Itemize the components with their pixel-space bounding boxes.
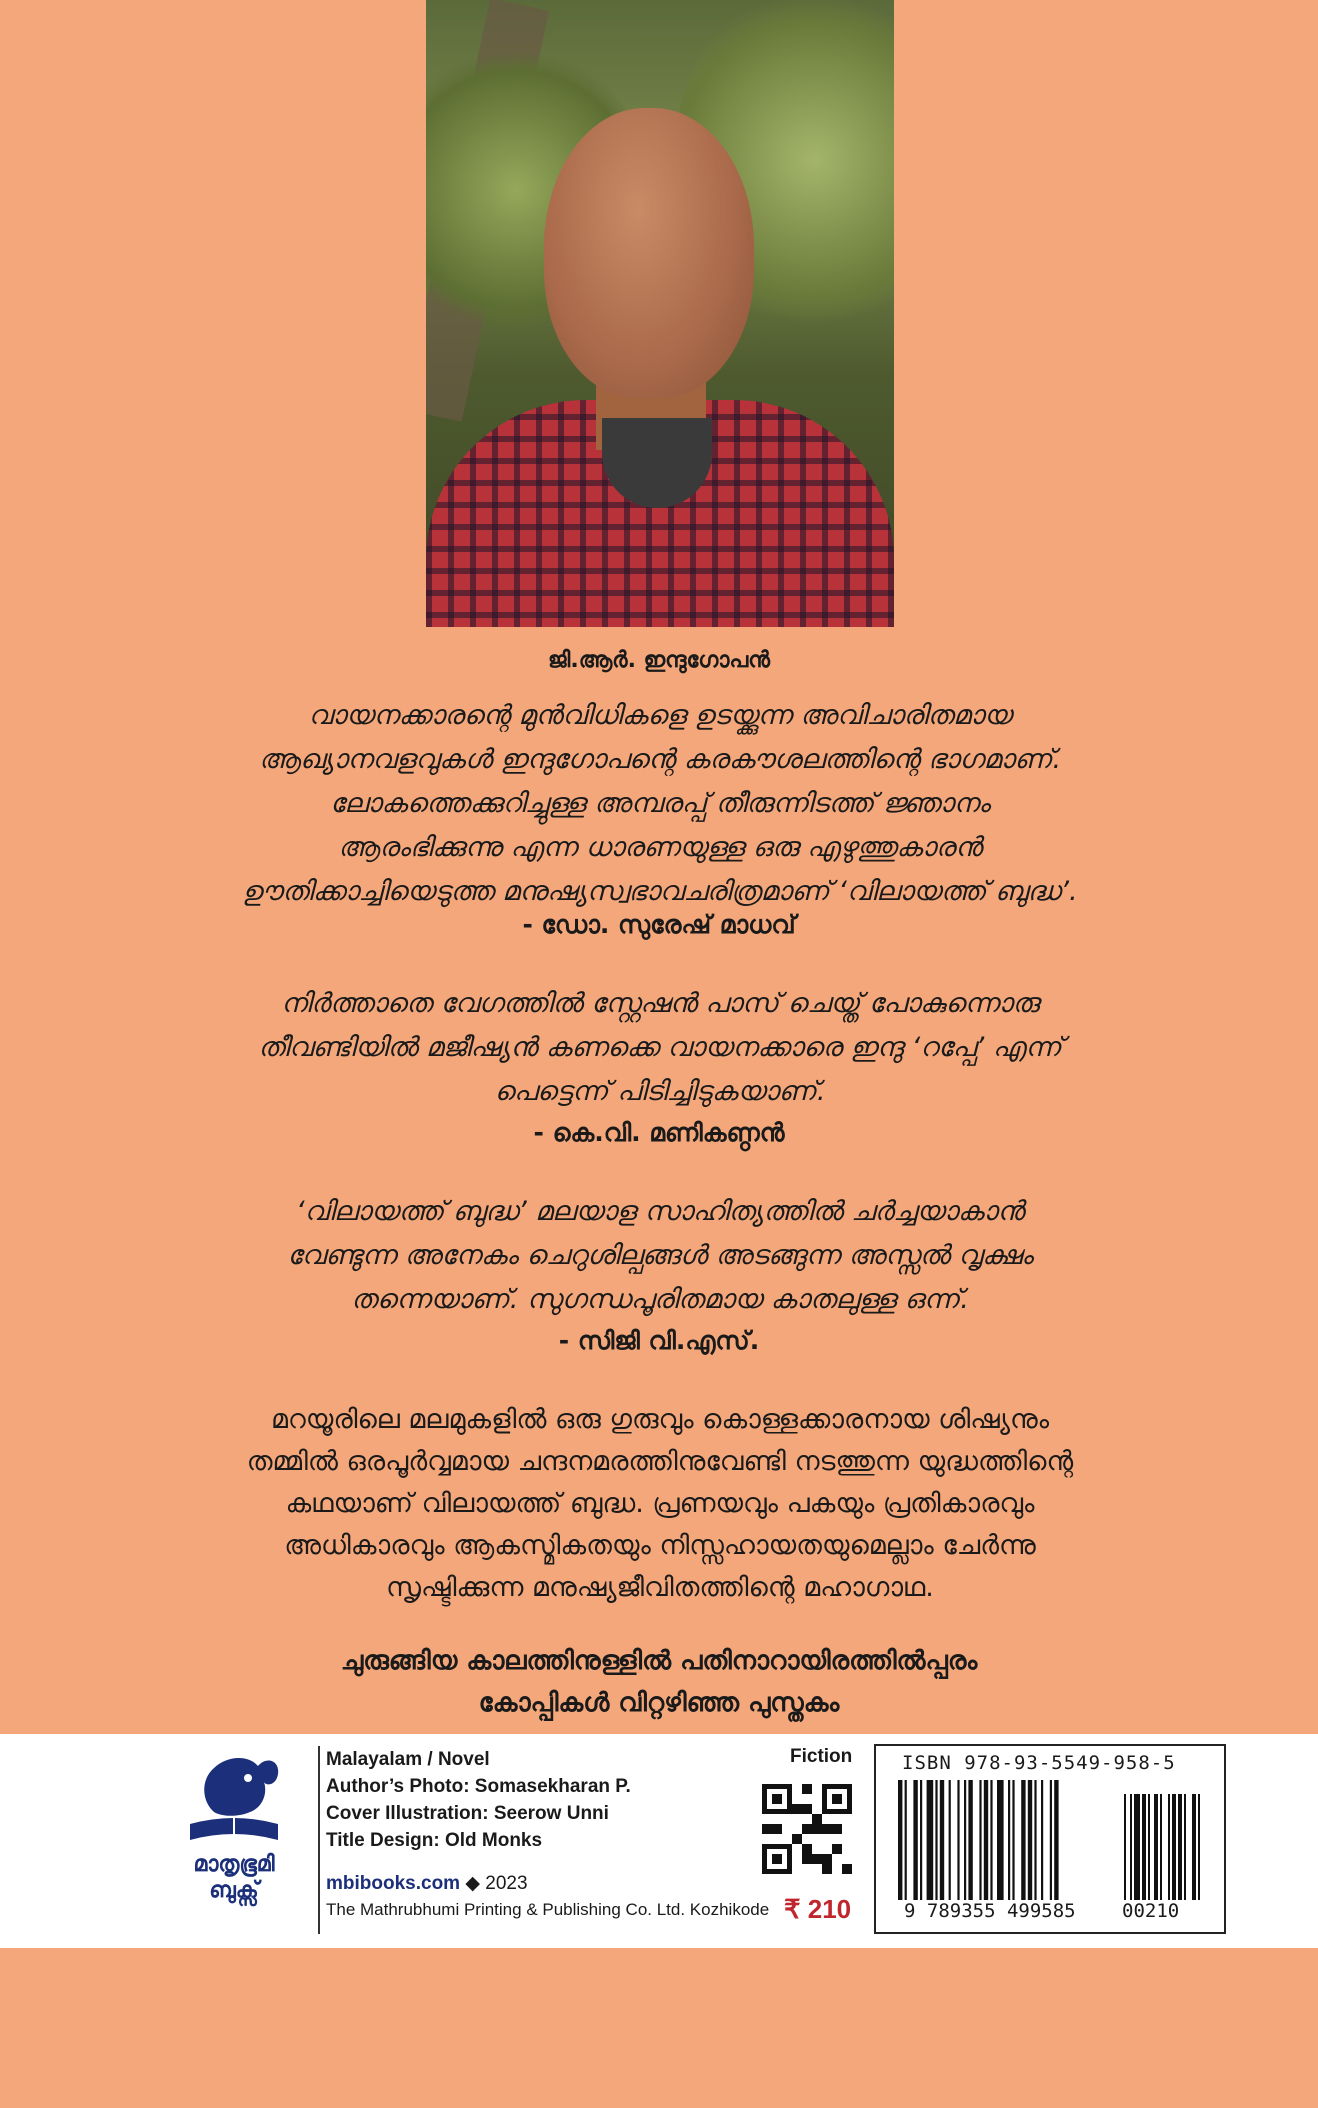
barcode-number: 9 789355 499585 (904, 1900, 1076, 1922)
highlight-line: ചുരുങ്ങിയ കാലത്തിനുള്ളിൽ പതിനാറായിരത്തിൽപ്പരം (340, 1646, 978, 1676)
quote-line: ‘വിലായത്ത് ബുദ്ധ’ മലയാള സാഹിത്യത്തിൽ ചർച്ചയാകാൻ (295, 1196, 1025, 1227)
quote-line: പെട്ടെന്ന് പിടിച്ചിടുകയാണ്. (494, 1076, 826, 1107)
sales-highlight (0, 1640, 1318, 1724)
credits (326, 1746, 631, 1854)
publication-year: ◆ 2023 (465, 1873, 528, 1894)
quote-line: ലോകത്തെക്കുറിച്ചുള്ള അമ്പരപ്പ് തീരുന്നിടത്ത് ജ്ഞാനം (330, 788, 990, 819)
quote-line: ആഖ്യാനവളവുകൾ ഇന്ദുഗോപന്റെ കരകൗശലത്തിന്റെ ഭാഗമാണ്. (258, 744, 1062, 775)
blurb-line: കഥയാണ് വിലായത്ത് ബുദ്ധ. പ്രണയവും പകയും പ്രതികാരവും (285, 1488, 1035, 1519)
quote-line: വേണ്ടുന്ന അനേകം ചെറുശില്പങ്ങൾ അടങ്ങുന്ന അസ്സൽ വൃക്ഷം (287, 1240, 1033, 1271)
credit-line: Title Design: Old Monks (326, 1830, 543, 1851)
quote-line: തീവണ്ടിയിൽ മജീഷ്യൻ കണക്കെ വായനക്കാരെ ഇന്ദു ‘റപ്പേ’ എന്ന് (258, 1032, 1062, 1063)
website-link[interactable]: mbibooks.com (326, 1873, 461, 1894)
publisher-logo-line1: മാതൃഭൂമി (193, 1852, 275, 1877)
book-blurb (120, 1399, 1200, 1609)
isbn-label: ISBN 978-93-5549-958-5 (902, 1752, 1176, 1774)
barcode-addon-number: 00210 (1122, 1900, 1180, 1922)
quote-2-attribution: - കെ.വി. മണികണ്ഠൻ (533, 1118, 785, 1147)
quote-line: ആരംഭിക്കുന്നു എന്ന ധാരണയുള്ള ഒരു എഴുത്തുകാരൻ (338, 832, 982, 863)
quote-1 (140, 694, 1180, 914)
back-cover-footer (0, 1734, 1318, 1948)
quote-3-attribution: - സിജി വി.എസ്. (558, 1326, 760, 1355)
quote-1-attribution: - ഡോ. സുരേഷ് മാധവ് (522, 910, 796, 939)
publisher-logo (176, 1742, 292, 1942)
blurb-line: അധികാരവും ആകസ്മികതയും നിസ്സഹായതയുമെല്ലാം ചേർന്നു (284, 1530, 1036, 1561)
blurb-line: മറയൂരിലെ മലമുകളിൽ ഒരു ഗുരുവും കൊള്ളക്കാരനായ ശിഷ്യനും (270, 1404, 1050, 1435)
elephant-book-icon (184, 1742, 284, 1852)
credit-line: Malayalam / Novel (326, 1749, 490, 1770)
website-line (326, 1872, 528, 1895)
footer-divider (318, 1746, 320, 1934)
quote-3 (140, 1190, 1180, 1322)
quote-2 (140, 982, 1180, 1114)
qr-code-icon (762, 1784, 852, 1874)
quote-line: നിർത്താതെ വേഗത്തിൽ സ്റ്റേഷൻ പാസ് ചെയ്ത് പോകുന്നൊരു (281, 988, 1039, 1019)
quote-line: തന്നെയാണ്. സുഗന്ധപൂരിതമായ കാതലുള്ള ഒന്ന്. (351, 1284, 969, 1315)
isbn-barcode (874, 1744, 1226, 1934)
credit-line: Cover Illustration: Seerow Unni (326, 1803, 609, 1824)
author-caption: ജി.ആർ. ഇന്ദുഗോപൻ (547, 648, 771, 673)
barcode-icon (896, 1780, 1208, 1900)
credit-line: Author’s Photo: Somasekharan P. (326, 1776, 631, 1797)
publisher-logo-line2: ബുക്സ് (209, 1878, 259, 1903)
genre-label: Fiction (790, 1746, 853, 1767)
price-label: ₹ 210 (784, 1894, 852, 1924)
blurb-line: തമ്മിൽ ഒരപൂർവ്വമായ ചന്ദനമരത്തിനുവേണ്ടി നടത്തുന്ന യുദ്ധത്തിന്റെ (246, 1446, 1074, 1477)
highlight-line: കോപ്പികൾ വിറ്റഴിഞ്ഞ പുസ്തകം (478, 1688, 840, 1718)
quote-line: ഊതിക്കാച്ചിയെടുത്ത മനുഷ്യസ്വഭാവചരിത്രമാണ് ‘വിലായത്ത് ബുദ്ധ’. (242, 876, 1078, 907)
blurb-line: സൃഷ്ടിക്കുന്ന മനുഷ്യജീവിതത്തിന്റെ മഹാഗാഥ. (386, 1572, 934, 1603)
quote-line: വായനക്കാരന്റെ മുൻവിധികളെ ഉടയ്ക്കുന്ന അവിചാരിതമായ (308, 700, 1012, 731)
printer-line: The Mathrubhumi Printing & Publishing Co. Ltd. Kozhikode (326, 1900, 770, 1919)
author-photo (426, 0, 894, 627)
